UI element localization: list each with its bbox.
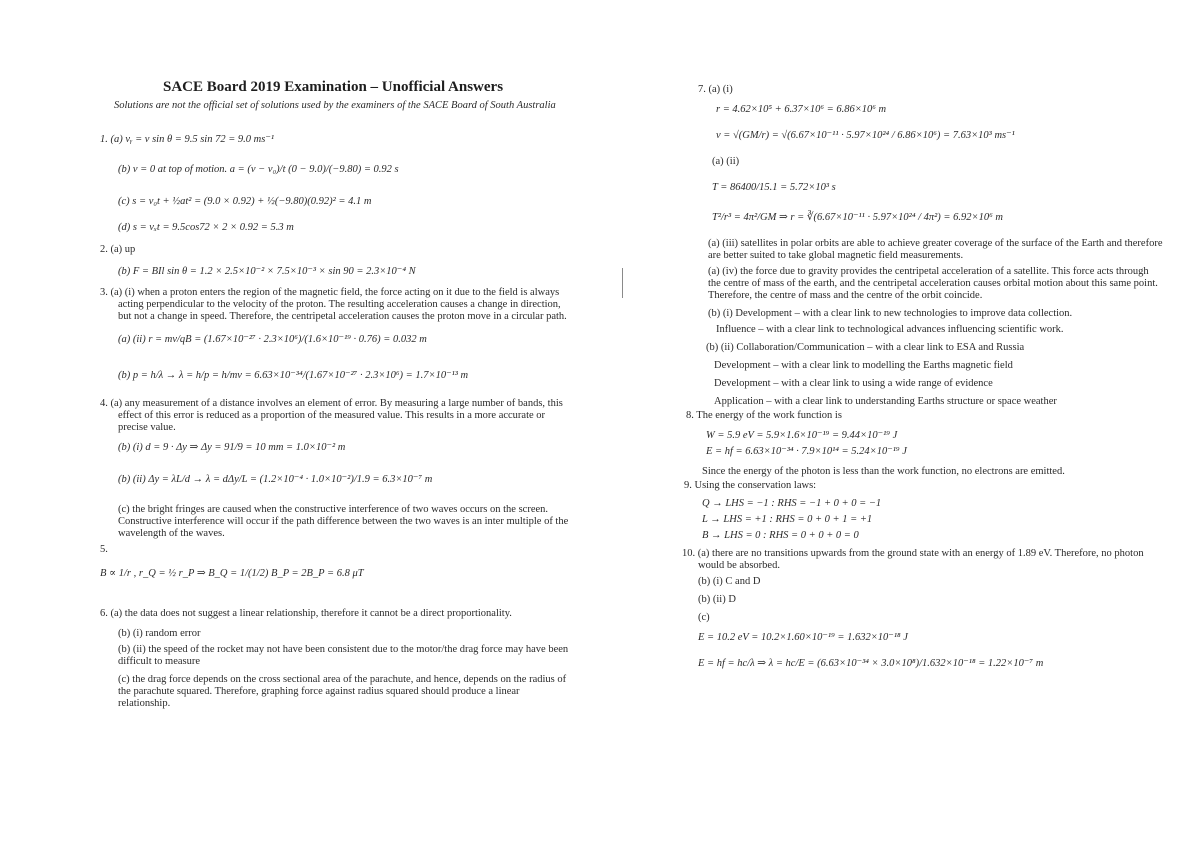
answer-line: are better suited to take global magnetic field measurements.	[708, 250, 964, 261]
answer-line: difficult to measure	[118, 656, 201, 667]
answer-line: 10. (a) there are no transitions upwards from the ground state with an energy of 1.89 eV. Therefore, no photon	[682, 548, 1144, 559]
answer-line: wavelength of the waves.	[118, 528, 225, 539]
answer-line: (b) v = 0 at top of motion. a = (v − v₀)/t (0 − 9.0)/(−9.80) = 0.92 s	[118, 164, 399, 175]
answer-line: 8. The energy of the work function is	[686, 410, 842, 421]
answer-line: acting perpendicular to the velocity of the proton. The resulting acceleration causes a change in direction,	[118, 299, 561, 310]
answer-line: E = 10.2 eV = 10.2×1.60×10⁻¹⁹ = 1.632×10⁻¹⁸ J	[698, 632, 908, 643]
answer-line: 4. (a) any measurement of a distance involves an element of error. By measuring a large number of bands, this	[100, 398, 563, 409]
answer-line: relationship.	[118, 698, 171, 709]
answer-line: (b) (i) Development – with a clear link to new technologies to improve data collection.	[708, 308, 1073, 319]
document-title: SACE Board 2019 Examination – Unofficial Answers	[163, 79, 504, 95]
answer-line: (c)	[698, 612, 710, 623]
answer-line: (c) the drag force depends on the cross sectional area of the parachute, and hence, depends on the radius of	[118, 674, 567, 685]
answer-line: r = 4.62×10⁵ + 6.37×10⁶ = 6.86×10⁶ m	[716, 104, 887, 115]
answer-line: 5.	[100, 544, 108, 555]
answer-line: (b) F = BIl sin θ = 1.2 × 2.5×10⁻² × 7.5×10⁻³ × sin 90 = 2.3×10⁻⁴ N	[118, 266, 416, 277]
answer-line: (b) p = h/λ → λ = h/p = h/mv = 6.63×10⁻³⁴/(1.67×10⁻²⁷ · 2.3×10⁶) = 1.7×10⁻¹³ m	[118, 370, 469, 381]
answer-line: 3. (a) (i) when a proton enters the region of the magnetic field, the force acting on it due to the field is always	[100, 287, 560, 298]
answer-line: (b) (ii) Collaboration/Communication – with a clear link to ESA and Russia	[706, 342, 1025, 353]
answer-line: Therefore, the centre of mass and the centre of the orbit coincide.	[708, 290, 983, 301]
answer-line: Development – with a clear link to using a wide range of evidence	[714, 378, 993, 389]
answer-line: Development – with a clear link to modelling the Earths magnetic field	[714, 360, 1013, 371]
answer-line: precise value.	[118, 422, 176, 433]
answer-line: 2. (a) up	[100, 244, 136, 255]
answer-line: E = hf = 6.63×10⁻³⁴ · 7.9×10¹⁴ = 5.24×10⁻¹⁹ J	[706, 446, 907, 457]
answer-line: (b) (i) C and D	[698, 576, 761, 587]
answer-line: (c) s = v₀t + ½at² = (9.0 × 0.92) + ½(−9.80)(0.92)² = 4.1 m	[118, 196, 372, 207]
answer-line: (a) (iii) satellites in polar orbits are able to achieve greater coverage of the surface of the Earth and therefore	[708, 238, 1163, 249]
answer-line: (a) (ii)	[712, 156, 740, 167]
answer-line: (b) (ii) Δy = λL/d → λ = dΔy/L = (1.2×10⁻⁴ · 1.0×10⁻²)/1.9 = 6.3×10⁻⁷ m	[118, 474, 433, 485]
answer-line: (a) (ii) r = mv/qB = (1.67×10⁻²⁷ · 2.3×10⁶)/(1.6×10⁻¹⁹ · 0.76) = 0.032 m	[118, 334, 427, 345]
answer-line: v = √(GM/r) = √(6.67×10⁻¹¹ · 5.97×10²⁴ / 6.86×10⁶) = 7.63×10³ ms⁻¹	[716, 130, 1015, 141]
answer-line: (b) (ii) the speed of the rocket may not have been consistent due to the motor/the drag force may have been	[118, 644, 569, 655]
answer-line: T²/r³ = 4π²/GM ⇒ r = ∛(6.67×10⁻¹¹ · 5.97×10²⁴ / 4π²) = 6.92×10⁶ m	[712, 212, 1003, 223]
answer-line: (a) (iv) the force due to gravity provides the centripetal acceleration of a satellite. This force acts through	[708, 266, 1149, 277]
document-subtitle: Solutions are not the official set of solutions used by the examiners of the SACE Board of South Australia	[114, 100, 556, 111]
answer-line: Since the energy of the photon is less than the work function, no electrons are emitted.	[702, 466, 1065, 477]
fold-mark	[622, 268, 623, 298]
answer-line: 1. (a) vᵧ = v sin θ = 9.5 sin 72 = 9.0 ms⁻¹	[100, 134, 275, 145]
answer-line: 7. (a) (i)	[698, 84, 733, 95]
answer-line: 9. Using the conservation laws:	[684, 480, 817, 491]
answer-line: 6. (a) the data does not suggest a linear relationship, therefore it cannot be a direct proportionality.	[100, 608, 512, 619]
answer-line: but not a change in speed. Therefore, the centripetal acceleration causes the proton move in a circular path.	[118, 311, 567, 322]
answer-line: (b) (ii) D	[698, 594, 736, 605]
answer-line: T = 86400/15.1 = 5.72×10³ s	[712, 182, 836, 193]
answer-line: (c) the bright fringes are caused when the constructive interference of two waves occurs on the screen.	[118, 504, 549, 515]
answer-line: Q → LHS = −1 : RHS = −1 + 0 + 0 = −1	[702, 498, 882, 509]
answer-line: L → LHS = +1 : RHS = 0 + 0 + 1 = +1	[702, 514, 873, 525]
answer-line: the centre of mass of the earth, and the centripetal acceleration causes orbital motion about this same point.	[708, 278, 1158, 289]
answer-line: Influence – with a clear link to technological advances influencing scientific work.	[716, 324, 1064, 335]
answer-line: (b) (i) random error	[118, 628, 201, 639]
answer-line: would be absorbed.	[698, 560, 780, 571]
answer-line: (d) s = vₓt = 9.5cos72 × 2 × 0.92 = 5.3 m	[118, 222, 294, 233]
answer-line: W = 5.9 eV = 5.9×1.6×10⁻¹⁹ = 9.44×10⁻¹⁹ J	[706, 430, 898, 441]
answer-line: effect of this error is reduced as a proportion of the measured value. This results in a more accurate or	[118, 410, 546, 421]
answer-line: E = hf = hc/λ ⇒ λ = hc/E = (6.63×10⁻³⁴ × 3.0×10⁸)/1.632×10⁻¹⁸ = 1.22×10⁻⁷ m	[698, 658, 1044, 669]
answer-line: B ∝ 1/r , r_Q = ½ r_P ⇒ B_Q = 1/(1/2) B_P = 2B_P = 6.8 μT	[100, 568, 364, 579]
answer-line: Application – with a clear link to understanding Earths structure or space weather	[714, 396, 1057, 407]
answer-line: B → LHS = 0 : RHS = 0 + 0 + 0 = 0	[702, 530, 859, 541]
answer-line: (b) (i) d = 9 · Δy ⇒ Δy = 91/9 = 10 mm = 1.0×10⁻² m	[118, 442, 346, 453]
answer-line: the parachute squared. Therefore, graphing force against radius squared should produce a linear	[118, 686, 520, 697]
answer-line: Constructive interference will occur if the path difference between the two waves is an inter multiple of the	[118, 516, 569, 527]
